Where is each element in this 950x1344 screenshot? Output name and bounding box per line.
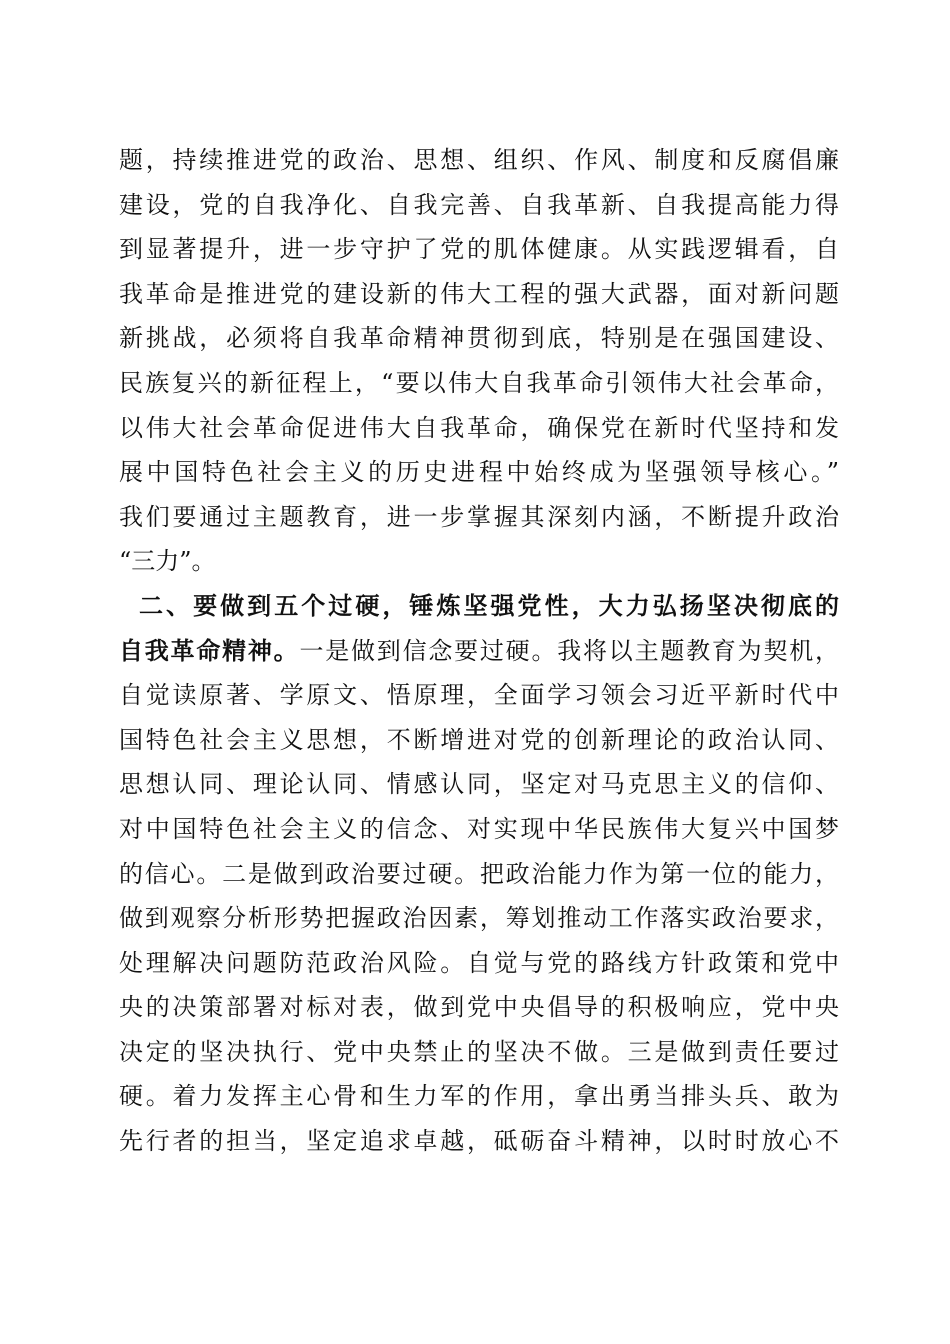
text-line: 我们要通过主题教育，进一步掌握其深刻内涵，不断提升政治 bbox=[119, 502, 839, 531]
text-line: 先行者的担当，坚定追求卓越，砥砺奋斗精神，以时时放心不 bbox=[119, 1127, 839, 1156]
text-line: 硬。着力发挥主心骨和生力军的作用，拿出勇当排头兵、敢为 bbox=[119, 1082, 839, 1111]
text-line: 思想认同、理论认同、情感认同，坚定对马克思主义的信仰、 bbox=[119, 770, 839, 799]
text-line: 自觉读原著、学原文、悟原理，全面学习领会习近平新时代中 bbox=[119, 681, 839, 710]
text-line: 到显著提升，进一步守护了党的肌体健康。从实践逻辑看，自 bbox=[119, 235, 839, 264]
text-line: 展中国特色社会主义的历史进程中始终成为坚强领导核心。” bbox=[119, 458, 839, 487]
text-line: 决定的坚决执行、党中央禁止的坚决不做。三是做到责任要过 bbox=[119, 1037, 839, 1066]
text-line: 题，持续推进党的政治、思想、组织、作风、制度和反腐倡廉 bbox=[119, 146, 839, 174]
section-heading-end: 自我革命精神。 bbox=[119, 636, 300, 665]
body-text bbox=[119, 138, 839, 1164]
text-line: 做到观察分析形势把握政治因素，筹划推动工作落实政治要求， bbox=[119, 904, 839, 933]
text-line: 以伟大社会革命促进伟大自我革命，确保党在新时代坚持和发 bbox=[119, 413, 839, 442]
text-line: 对中国特色社会主义的信念、对实现中华民族伟大复兴中国梦 bbox=[119, 814, 839, 843]
text-line: 新挑战，必须将自我革命精神贯彻到底，特别是在强国建设、 bbox=[119, 324, 839, 353]
text-line: 央的决策部署对标对表，做到党中央倡导的积极响应，党中央 bbox=[119, 993, 839, 1022]
text-line: 的信心。二是做到政治要过硬。把政治能力作为第一位的能力， bbox=[119, 859, 839, 888]
section-heading: 二、要做到五个过硬，锤炼坚强党性，大力弘扬坚决彻底的 bbox=[139, 591, 839, 620]
text-line: 我革命是推进党的建设新的伟大工程的强大武器，面对新问题 bbox=[119, 279, 839, 308]
text-line: “三力”。 bbox=[119, 547, 216, 576]
text-line: 建设，党的自我净化、自我完善、自我革新、自我提高能力得 bbox=[119, 190, 839, 219]
text-line bbox=[119, 629, 839, 674]
section-text: 一是做到信念要过硬。我将以主题教育为契机， bbox=[299, 636, 840, 665]
text-line: 民族复兴的新征程上，“要以伟大自我革命引领伟大社会革命， bbox=[119, 368, 839, 397]
text-line: 处理解决问题防范政治风险。自觉与党的路线方针政策和党中 bbox=[119, 948, 839, 977]
text-line: 国特色社会主义思想，不断增进对党的创新理论的政治认同、 bbox=[119, 725, 839, 754]
